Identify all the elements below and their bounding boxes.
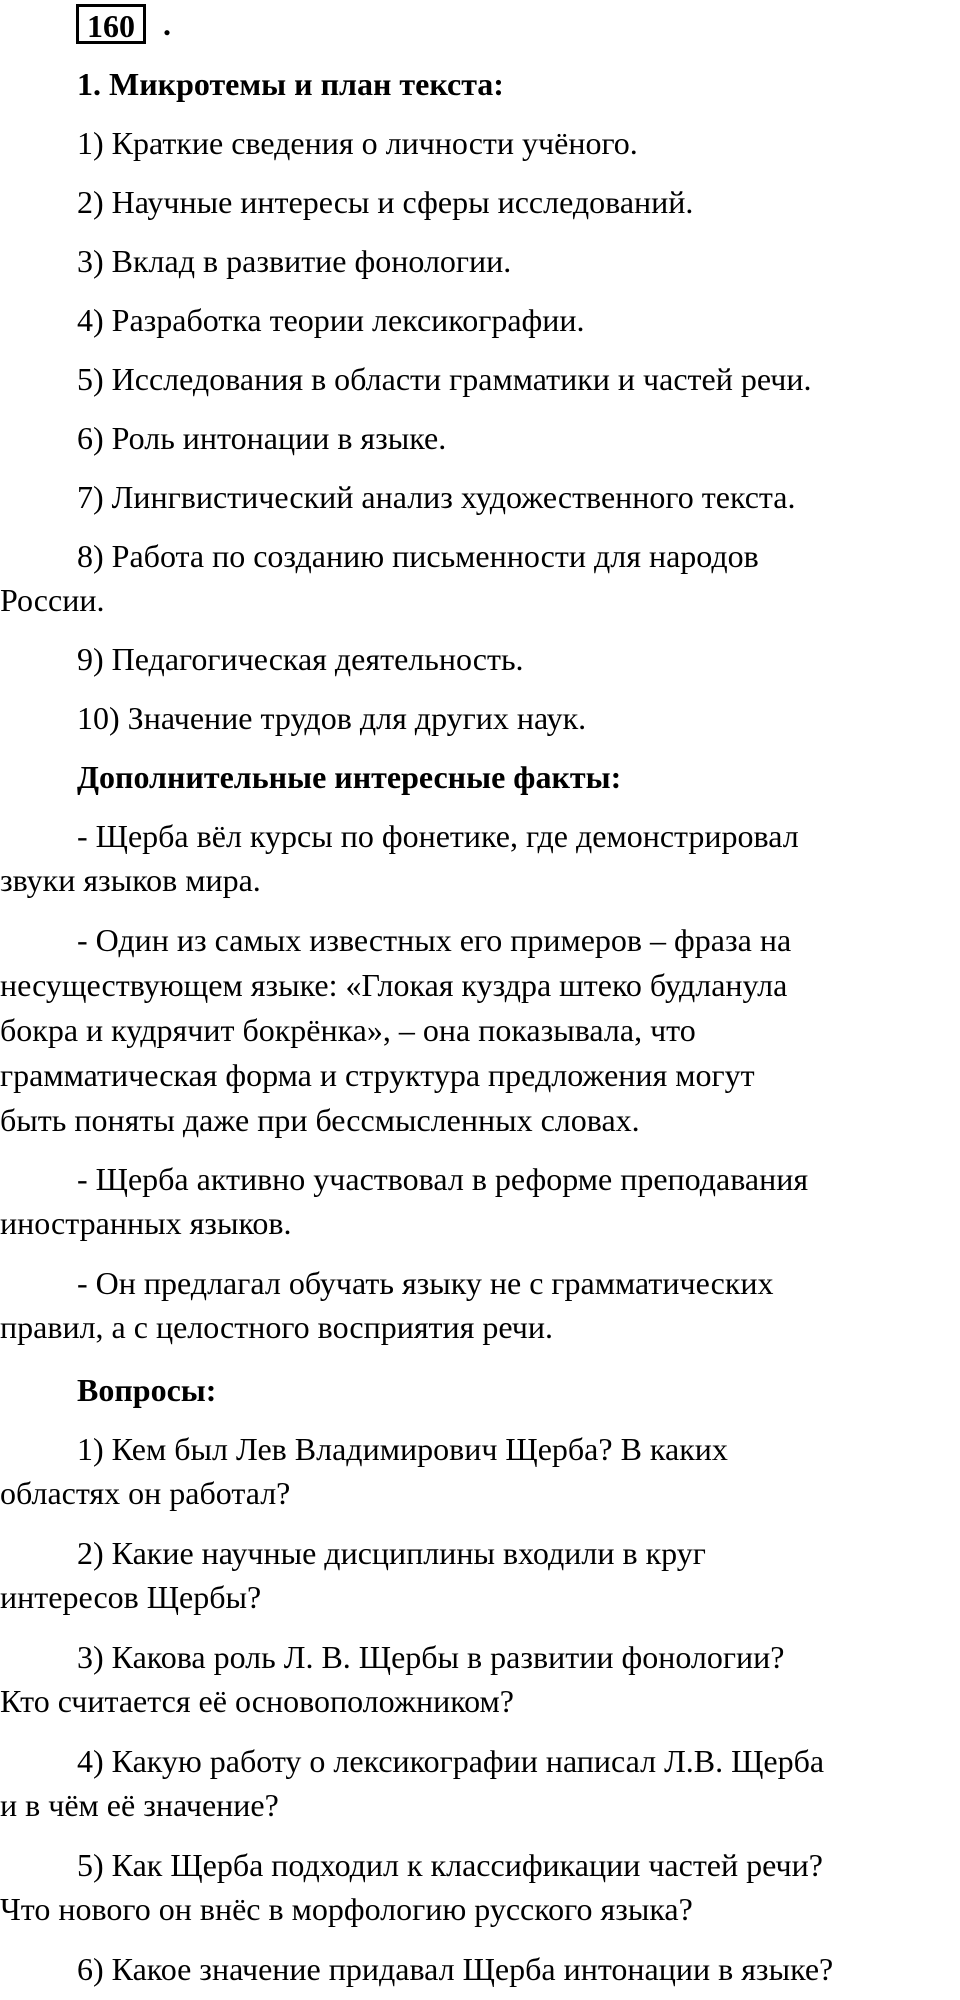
plan-item-continuation: России. (0, 582, 105, 618)
fact-line: грамматическая форма и структура предложения могут (0, 1057, 755, 1093)
task-number-box: 160 (76, 4, 146, 44)
plan-item: 3) Вклад в развитие фонологии. (77, 243, 512, 279)
task-number-suffix: . (163, 6, 171, 42)
question-line: Что нового он внёс в морфологию русского языка? (0, 1891, 693, 1927)
plan-item: 6) Роль интонации в языке. (77, 420, 447, 456)
plan-heading: 1. Микротемы и план текста: (77, 66, 504, 102)
plan-item: 1) Краткие сведения о личности учёного. (77, 125, 638, 161)
fact-line: - Он предлагал обучать языку не с грамматических (77, 1265, 774, 1301)
question-line: 3) Какова роль Л. В. Щербы в развитии фонологии? (77, 1639, 785, 1675)
fact-line: несуществующем языке: «Глокая куздра штеко будланула (0, 967, 788, 1003)
fact-line: - Один из самых известных его примеров – фраза на (77, 922, 792, 958)
fact-line: бокра и кудрячит бокрёнка», – она показывала, что (0, 1012, 696, 1048)
fact-line: - Щерба вёл курсы по фонетике, где демонстрировал (77, 818, 799, 854)
plan-item: 2) Научные интересы и сферы исследований. (77, 184, 694, 220)
question-line: Кто считается её основоположником? (0, 1683, 514, 1719)
question-line: 5) Как Щерба подходил к классификации частей речи? (77, 1847, 823, 1883)
question-line: 4) Какую работу о лексикографии написал Л.В. Щерба (77, 1743, 825, 1779)
question-line: 6) Какое значение придавал Щерба интонации в языке? (77, 1951, 834, 1987)
plan-item: 7) Лингвистический анализ художественного текста. (77, 479, 796, 515)
question-line: и в чём её значение? (0, 1787, 279, 1823)
plan-item: 5) Исследования в области грамматики и частей речи. (77, 361, 812, 397)
plan-item: 9) Педагогическая деятельность. (77, 641, 524, 677)
fact-line: правил, а с целостного восприятия речи. (0, 1309, 553, 1345)
question-line: областях он работал? (0, 1475, 291, 1511)
plan-item: 8) Работа по созданию письменности для народов (77, 538, 759, 574)
question-line: 1) Кем был Лев Владимирович Щерба? В каких (77, 1431, 728, 1467)
question-line: 2) Какие научные дисциплины входили в круг (77, 1535, 706, 1571)
fact-line: иностранных языков. (0, 1205, 292, 1241)
facts-heading: Дополнительные интересные факты: (77, 759, 622, 795)
fact-line: звуки языков мира. (0, 862, 261, 898)
plan-item: 4) Разработка теории лексикографии. (77, 302, 585, 338)
questions-heading: Вопросы: (77, 1372, 217, 1408)
plan-item: 10) Значение трудов для других наук. (77, 700, 587, 736)
fact-line: - Щерба активно участвовал в реформе преподавания (77, 1161, 809, 1197)
question-line: интересов Щербы? (0, 1579, 262, 1615)
fact-line: быть поняты даже при бессмысленных словах. (0, 1102, 640, 1138)
